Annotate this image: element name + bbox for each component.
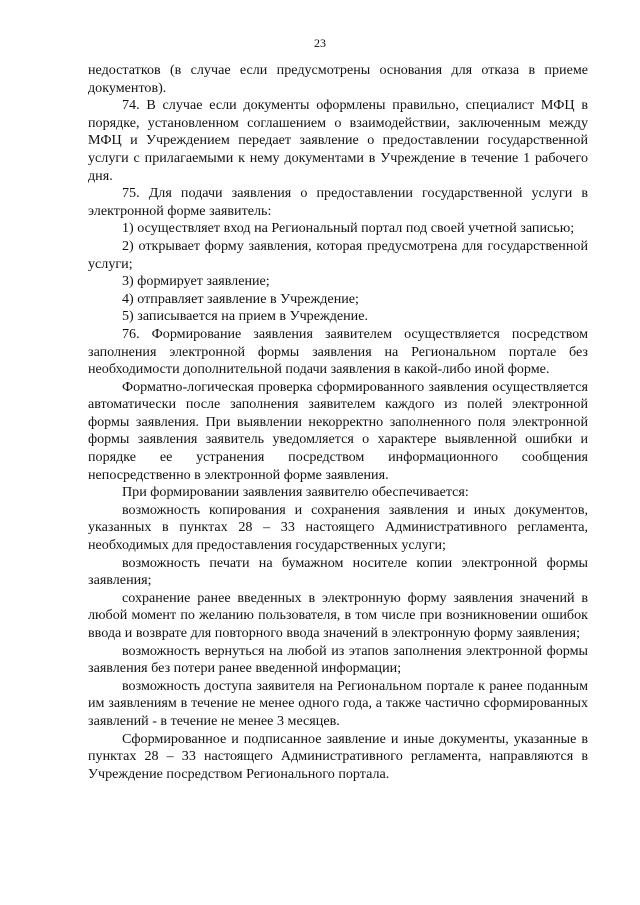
- list-item: возможность копирования и сохранения заявления и иных документов, указанных в пунктах 28 – 33 настоящего Административного регламента, необходимых для предоставления государственных услуги;: [88, 501, 588, 554]
- document-body: [88, 62, 588, 783]
- list-item: возможность вернуться на любой из этапов заполнения электронной формы заявления без потери ранее введенной информации;: [88, 642, 588, 677]
- paragraph: 74. В случае если документы оформлены правильно, специалист МФЦ в порядке, установленном соглашением о взаимодействии, заключенным между МФЦ и Учреждением передает заявление о предоставлении государственной услуги с прилагаемыми к нему документами в Учреждение в течение 1 рабочего дня.: [88, 97, 588, 184]
- list-item: 5) записывается на прием в Учреждение.: [122, 308, 369, 325]
- list-item: возможность печати на бумажном носителе копии электронной формы заявления;: [88, 554, 588, 589]
- paragraph: недостатков (в случае если предусмотрены основания для отказа в приеме документов).: [88, 62, 588, 96]
- list-item: 4) отправляет заявление в Учреждение;: [122, 290, 359, 307]
- paragraph: Сформированное и подписанное заявление и иные документы, указанные в пунктах 28 – 33 настоящего Административного регламента, направляются в Учреждение посредством Регионального портала.: [88, 730, 588, 782]
- paragraph: 75. Для подачи заявления о предоставлении государственной услуги в электронной форме заявитель:: [88, 185, 588, 219]
- list-item: 1) осуществляет вход на Региональный портал под своей учетной записью;: [122, 220, 575, 237]
- list-item: возможность доступа заявителя на Региональном портале к ранее поданным им заявлениям в течение не менее одного года, а также частично сформированных заявлений - в течение не менее 3 месяцев.: [88, 677, 588, 729]
- page-number: 23: [314, 36, 326, 50]
- paragraph: При формировании заявления заявителю обеспечивается:: [122, 484, 469, 501]
- list-item: сохранение ранее введенных в электронную форму заявления значений в любой момент по желанию пользователя, в том числе при возникновении ошибок ввода и возврате для повторного ввода значений в электронную форму заявления;: [88, 589, 588, 641]
- paragraph: Форматно-логическая проверка сформированного заявления осуществляется автоматически после заполнения заявителем каждого из полей электронной формы заявления. При выявлении некорректно заполненного поля электронной формы заявления заявитель уведомляется о характере выявленной ошибки и порядке ее устранения посредством информационного сообщения непосредственно в электронной форме заявления.: [88, 378, 588, 483]
- paragraph: 76. Формирование заявления заявителем осуществляется посредством заполнения электронной формы заявления на Региональном портале без необходимости дополнительной подачи заявления в какой-либо иной форме.: [88, 325, 588, 378]
- list-item: 3) формирует заявление;: [122, 273, 270, 290]
- list-item: 2) открывает форму заявления, которая предусмотрена для государственной услуги;: [88, 237, 588, 272]
